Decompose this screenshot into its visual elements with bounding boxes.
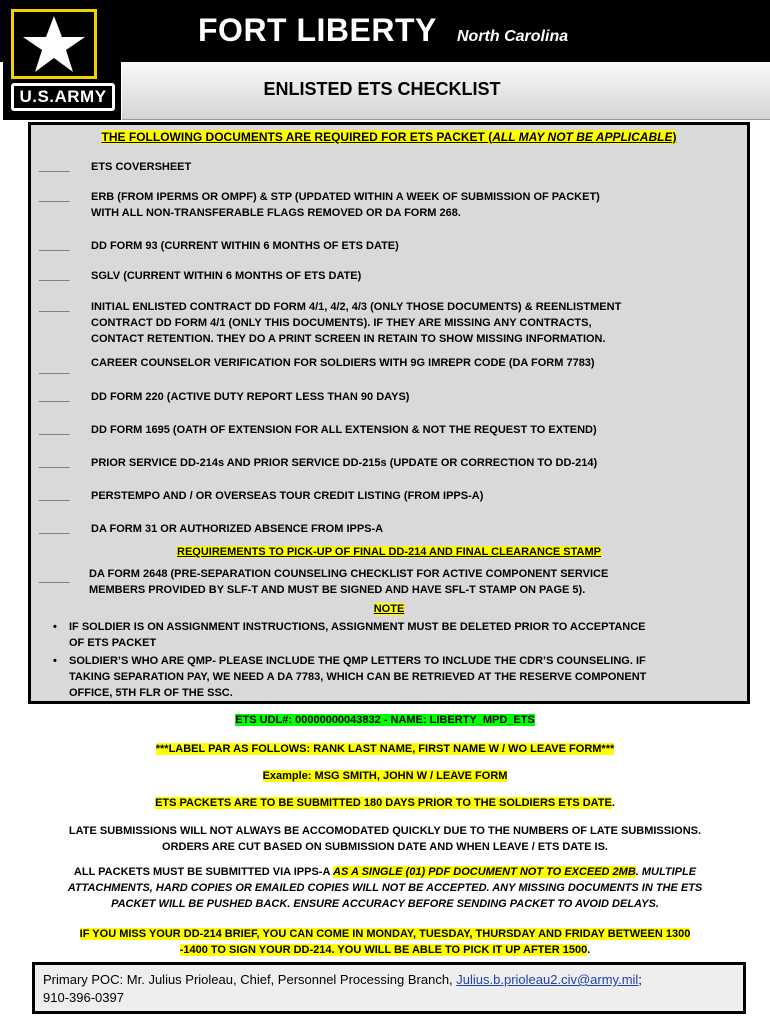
miss-end: .	[587, 944, 591, 956]
item-text: DD FORM 93 (CURRENT WITHIN 6 MONTHS OF ETS DATE)	[91, 240, 399, 252]
checkbox-blank: _____	[39, 490, 70, 502]
note-heading-text: NOTE	[373, 603, 405, 615]
location-label: North Carolina	[457, 28, 569, 45]
item-text: MEMBERS PROVIDED BY SLF-T AND MUST BE SIGNED AND HAVE SFL-T STAMP ON PAGE 5).	[89, 584, 586, 596]
udl-text: ETS UDL#: 00000000043832 - NAME: LIBERTY_MPD_ETS	[235, 714, 535, 726]
list-item	[51, 653, 741, 701]
item-text: DA FORM 2648 (PRE-SEPARATION COUNSELING CHECKLIST FOR ACTIVE COMPONENT SERVICE	[89, 568, 609, 580]
item-text: DA FORM 31 OR AUTHORIZED ABSENCE FROM IPPS-A	[91, 523, 384, 535]
checklist-box	[28, 122, 750, 704]
checkbox-blank: _____	[39, 523, 70, 535]
list-item	[51, 619, 741, 651]
note-list	[51, 619, 741, 703]
pickup-heading-text: REQUIREMENTS TO PICK-UP OF FINAL DD-214 AND FINAL CLEARANCE STAMP	[177, 546, 601, 558]
item-text: CAREER COUNSELOR VERIFICATION FOR SOLDIERS WITH 9G IMREPR CODE (DA FORM 7783)	[91, 357, 595, 369]
all-text-c: . MULTIPLE	[635, 866, 697, 878]
subtitle-bar	[122, 62, 770, 120]
miss-text-2: -1400 TO SIGN YOUR DD-214. YOU WILL BE ABLE TO PICK IT UP AFTER 1500	[179, 944, 588, 956]
poc-email-link[interactable]: Julius.b.prioleau2.civ@army.mil	[456, 972, 639, 987]
checkbox-blank: _____	[39, 391, 70, 403]
item-text: ETS COVERSHEET	[91, 161, 192, 173]
all-text-a: ALL PACKETS MUST BE SUBMITTED VIA IPPS-A	[73, 866, 334, 878]
checkbox-blank: _____	[39, 161, 70, 173]
item-text: ERB (FROM IPERMS OR OMPF) & STP (UPDATED WITHIN A WEEK OF SUBMISSION OF PACKET)	[91, 191, 600, 203]
heading-text: THE FOLLOWING DOCUMENTS ARE REQUIRED FOR ETS PACKET (	[101, 130, 493, 144]
army-logo	[3, 3, 121, 120]
checklist-title: ENLISTED ETS CHECKLIST	[263, 79, 501, 99]
checkbox-blank: _____	[39, 424, 70, 436]
checkbox-blank: _____	[39, 301, 70, 313]
all-packets-line-2: ATTACHMENTS, HARD COPIES OR EMAILED COPIES WILL NOT BE ACCEPTED. ANY MISSING DOCUMENTS IN THE ETS	[67, 882, 703, 894]
poc-phone: 910-396-0397	[43, 990, 124, 1005]
note-text: OF ETS PACKET	[69, 637, 157, 649]
pickup-heading	[31, 546, 747, 558]
page-title: FORT LIBERTY	[198, 12, 437, 48]
poc-prefix: Primary POC: Mr. Julius Prioleau, Chief, Personnel Processing Branch,	[43, 972, 457, 987]
note-heading	[31, 603, 747, 615]
submit-end: .	[611, 797, 615, 809]
item-text: PRIOR SERVICE DD-214s AND PRIOR SERVICE DD-215s (UPDATE OR CORRECTION TO DD-214)	[91, 457, 598, 469]
item-text: PERSTEMPO AND / OR OVERSEAS TOUR CREDIT LISTING (FROM IPPS-A)	[91, 490, 484, 502]
checkbox-blank: _____	[39, 270, 70, 282]
label-line	[0, 741, 770, 757]
all-packets-line-3: PACKET WILL BE PUSHED BACK. ENSURE ACCURACY BEFORE SENDING PACKET TO AVOID DELAYS.	[111, 898, 659, 910]
miss-text-1: IF YOU MISS YOUR DD-214 BRIEF, YOU CAN COME IN MONDAY, TUESDAY, THURSDAY AND FRIDAY BETWEEN 1300	[79, 928, 691, 940]
checkbox-blank: _____	[39, 572, 70, 584]
all-packets-line-1	[0, 864, 770, 880]
item-text: DD FORM 1695 (OATH OF EXTENSION FOR ALL EXTENSION & NOT THE REQUEST TO EXTEND)	[91, 424, 597, 436]
item-text: CONTACT RETENTION. THEY DO A PRINT SCREEN IN RETAIN TO SHOW MISSING INFORMATION.	[91, 333, 606, 345]
checkbox-blank: _____	[39, 457, 70, 469]
star-icon	[11, 9, 97, 79]
miss-line-1	[0, 926, 770, 942]
udl-line	[0, 712, 770, 728]
heading-end: )	[672, 130, 677, 144]
item-text: SGLV (CURRENT WITHIN 6 MONTHS OF ETS DATE)	[91, 270, 362, 282]
item-text: CONTRACT DD FORM 4/1 (ONLY THIS DOCUMENTS). IF THEY ARE MISSING ANY CONTRACTS,	[91, 317, 592, 329]
submit-text: ETS PACKETS ARE TO BE SUBMITTED 180 DAYS PRIOR TO THE SOLDIERS ETS DATE	[155, 797, 612, 809]
example-line	[0, 768, 770, 784]
item-text: INITIAL ENLISTED CONTRACT DD FORM 4/1, 4/2, 4/3 (ONLY THOSE DOCUMENTS) & REENLISTMENT	[91, 301, 622, 313]
note-text: • IF SOLDIER IS ON ASSIGNMENT INSTRUCTIONS, ASSIGNMENT MUST BE DELETED PRIOR TO ACCEPTANCE	[69, 621, 646, 633]
example-text: Example: MSG SMITH, JOHN W / LEAVE FORM	[262, 770, 508, 782]
all-text-b: AS A SINGLE (01) PDF DOCUMENT NOT TO EXCEED 2MB	[333, 866, 636, 878]
note-text: TAKING SEPARATION PAY, WE NEED A DA 7783, WHICH CAN BE RETRIEVED AT THE RESERVE COMPONENT	[69, 671, 647, 683]
checkbox-blank: _____	[39, 363, 70, 375]
checklist-heading	[31, 130, 747, 144]
poc-suffix: ;	[638, 972, 642, 987]
note-text: OFFICE, 5TH FLR OF THE SSC.	[69, 687, 233, 699]
item-text: DD FORM 220 (ACTIVE DUTY REPORT LESS THAN 90 DAYS)	[91, 391, 410, 403]
late-line-1: LATE SUBMISSIONS WILL NOT ALWAYS BE ACCOMODATED QUICKLY DUE TO THE NUMBERS OF LATE SUBMISSIONS.	[68, 825, 702, 837]
miss-line-2	[0, 942, 770, 958]
label-text: ***LABEL PAR AS FOLLOWS: RANK LAST NAME, FIRST NAME W / WO LEAVE FORM***	[155, 743, 615, 755]
item-text: WITH ALL NON-TRANSFERABLE FLAGS REMOVED OR DA FORM 268.	[91, 207, 461, 219]
late-line-2: ORDERS ARE CUT BASED ON SUBMISSION DATE AND WHEN LEAVE / ETS DATE IS.	[162, 841, 608, 853]
poc-box	[32, 962, 746, 1014]
heading-italic: ALL MAY NOT BE APPLICABLE	[492, 130, 673, 144]
logo-army-text: U.S.ARMY	[11, 83, 115, 111]
note-text: • SOLDIER’S WHO ARE QMP- PLEASE INCLUDE THE QMP LETTERS TO INCLUDE THE CDR’S COUNSELING. IF	[69, 655, 646, 667]
checkbox-blank: _____	[39, 240, 70, 252]
star-icon-svg	[14, 12, 94, 76]
submit-line	[0, 795, 770, 811]
checkbox-blank: _____	[39, 191, 70, 203]
